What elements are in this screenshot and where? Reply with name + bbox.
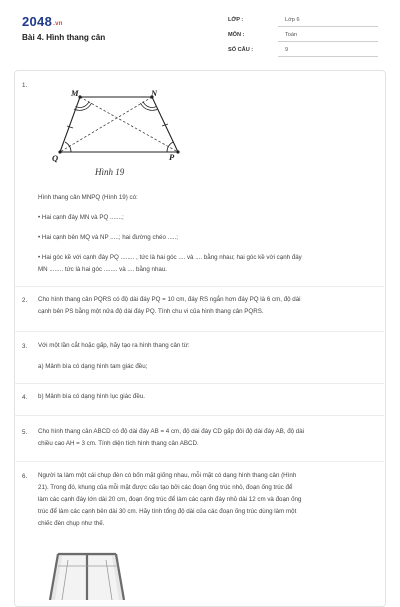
question-divider [14, 331, 384, 332]
question-text: • Hai cạnh bên MQ và NP .....; hai đường chéo .....; [38, 234, 178, 241]
question-number: 5. [22, 429, 28, 436]
diagonal-mp [80, 97, 178, 152]
meta-value: Toán [285, 32, 298, 38]
question-number: 2. [22, 297, 28, 304]
question-number: 1. [22, 82, 28, 89]
question-number: 4. [22, 394, 28, 401]
question-text: cạnh bên PS bằng một nửa độ dài đáy PQ. Tính chu vi của hình thang cân PQRS. [38, 308, 264, 315]
lampshade-image [40, 546, 132, 600]
question-text: chiếc đèn chụp như thế. [38, 520, 105, 527]
question-text: 21). Trong đó, khung của mỗi mặt được cấu tạo bởi các đoạn ống trúc nhỏ, đoạn ống trúc để [38, 484, 293, 491]
question-text: • Hai cạnh đáy MN và PQ .......; [38, 214, 124, 221]
trapezoid-outline [60, 97, 178, 152]
question-text: b) Mảnh bìa có dạng hình lục giác đều. [38, 393, 145, 400]
question-text: Cho hình thang cân ABCD có độ dài đáy AB = 4 cm, độ dài đáy CD gấp đôi độ dài đáy AB, độ dài [38, 428, 305, 435]
meta-value: Lớp 6 [285, 17, 300, 23]
meta-label: SỐ CÂU : [228, 47, 254, 53]
question-text: chiều cao AH = 3 cm. Tính diện tích hình thang cân ABCD. [38, 440, 199, 447]
vertex-label-p: P [169, 152, 175, 162]
question-divider [14, 383, 384, 384]
question-text: Người ta làm một cái chụp đèn có bốn mặt giống nhau, mỗi mặt có dạng hình thang cân (Hình [38, 472, 297, 479]
tick-mark-mq [67, 126, 73, 128]
diagonal-nq [60, 97, 152, 152]
logo-suffix: .vn [53, 21, 63, 27]
trapezoid-figure [40, 86, 190, 168]
page-header [0, 0, 400, 66]
question-text: a) Mảnh bìa có dạng hình tam giác đều; [38, 363, 148, 370]
question-divider [14, 461, 384, 462]
meta-label: MÔN : [228, 32, 245, 38]
meta-underline [278, 26, 378, 27]
question-text: • Hai góc kề với cạnh đáy PQ ........ , tức là hai góc .... và .... bằng nhau; hai góc kề với cạnh đáy [38, 254, 302, 261]
angle-mark-q [65, 142, 71, 152]
vertex-label-n: N [151, 88, 158, 98]
figure-caption: Hình 19 [95, 167, 125, 177]
question-number: 3. [22, 343, 28, 350]
question-number: 6. [22, 473, 28, 480]
question-text: Hình thang cân MNPQ (Hình 19) có: [38, 194, 138, 201]
vertex-label-q: Q [52, 153, 59, 163]
page-title: Bài 4. Hình thang cân [22, 33, 106, 42]
question-text: Cho hình thang cân PQRS có độ dài đáy PQ = 10 cm, đáy RS ngắn hơn đáy PQ là 6 cm, độ dài [38, 296, 301, 303]
meta-count-row [228, 47, 378, 60]
question-divider [14, 415, 384, 416]
meta-underline [278, 41, 378, 42]
meta-class-row [228, 17, 378, 30]
vertex-label-m: M [71, 88, 79, 98]
meta-subject-row [228, 32, 378, 45]
meta-underline [278, 56, 378, 57]
question-divider [14, 286, 384, 287]
question-text: MN ........ tức là hai góc ........ và .... bằng nhau. [38, 266, 167, 273]
angle-mark-p [167, 142, 173, 152]
question-text: trúc để làm các cạnh bên dài 30 cm. Hãy tính tổng độ dài của các đoạn ống trúc dùng làm một [38, 508, 297, 515]
meta-label: LỚP : [228, 17, 244, 23]
meta-value: 9 [285, 47, 289, 53]
question-text: làm các cạnh đáy lớn dài 20 cm, đoạn ống trúc để làm các cạnh đáy nhỏ dài 12 cm và đoạn ống [38, 496, 302, 503]
logo-text: 2048 [22, 14, 53, 29]
site-logo[interactable] [22, 14, 63, 29]
question-text: Với một lần cắt hoặc gấp, hãy tạo ra hình thang cân từ: [38, 342, 190, 349]
